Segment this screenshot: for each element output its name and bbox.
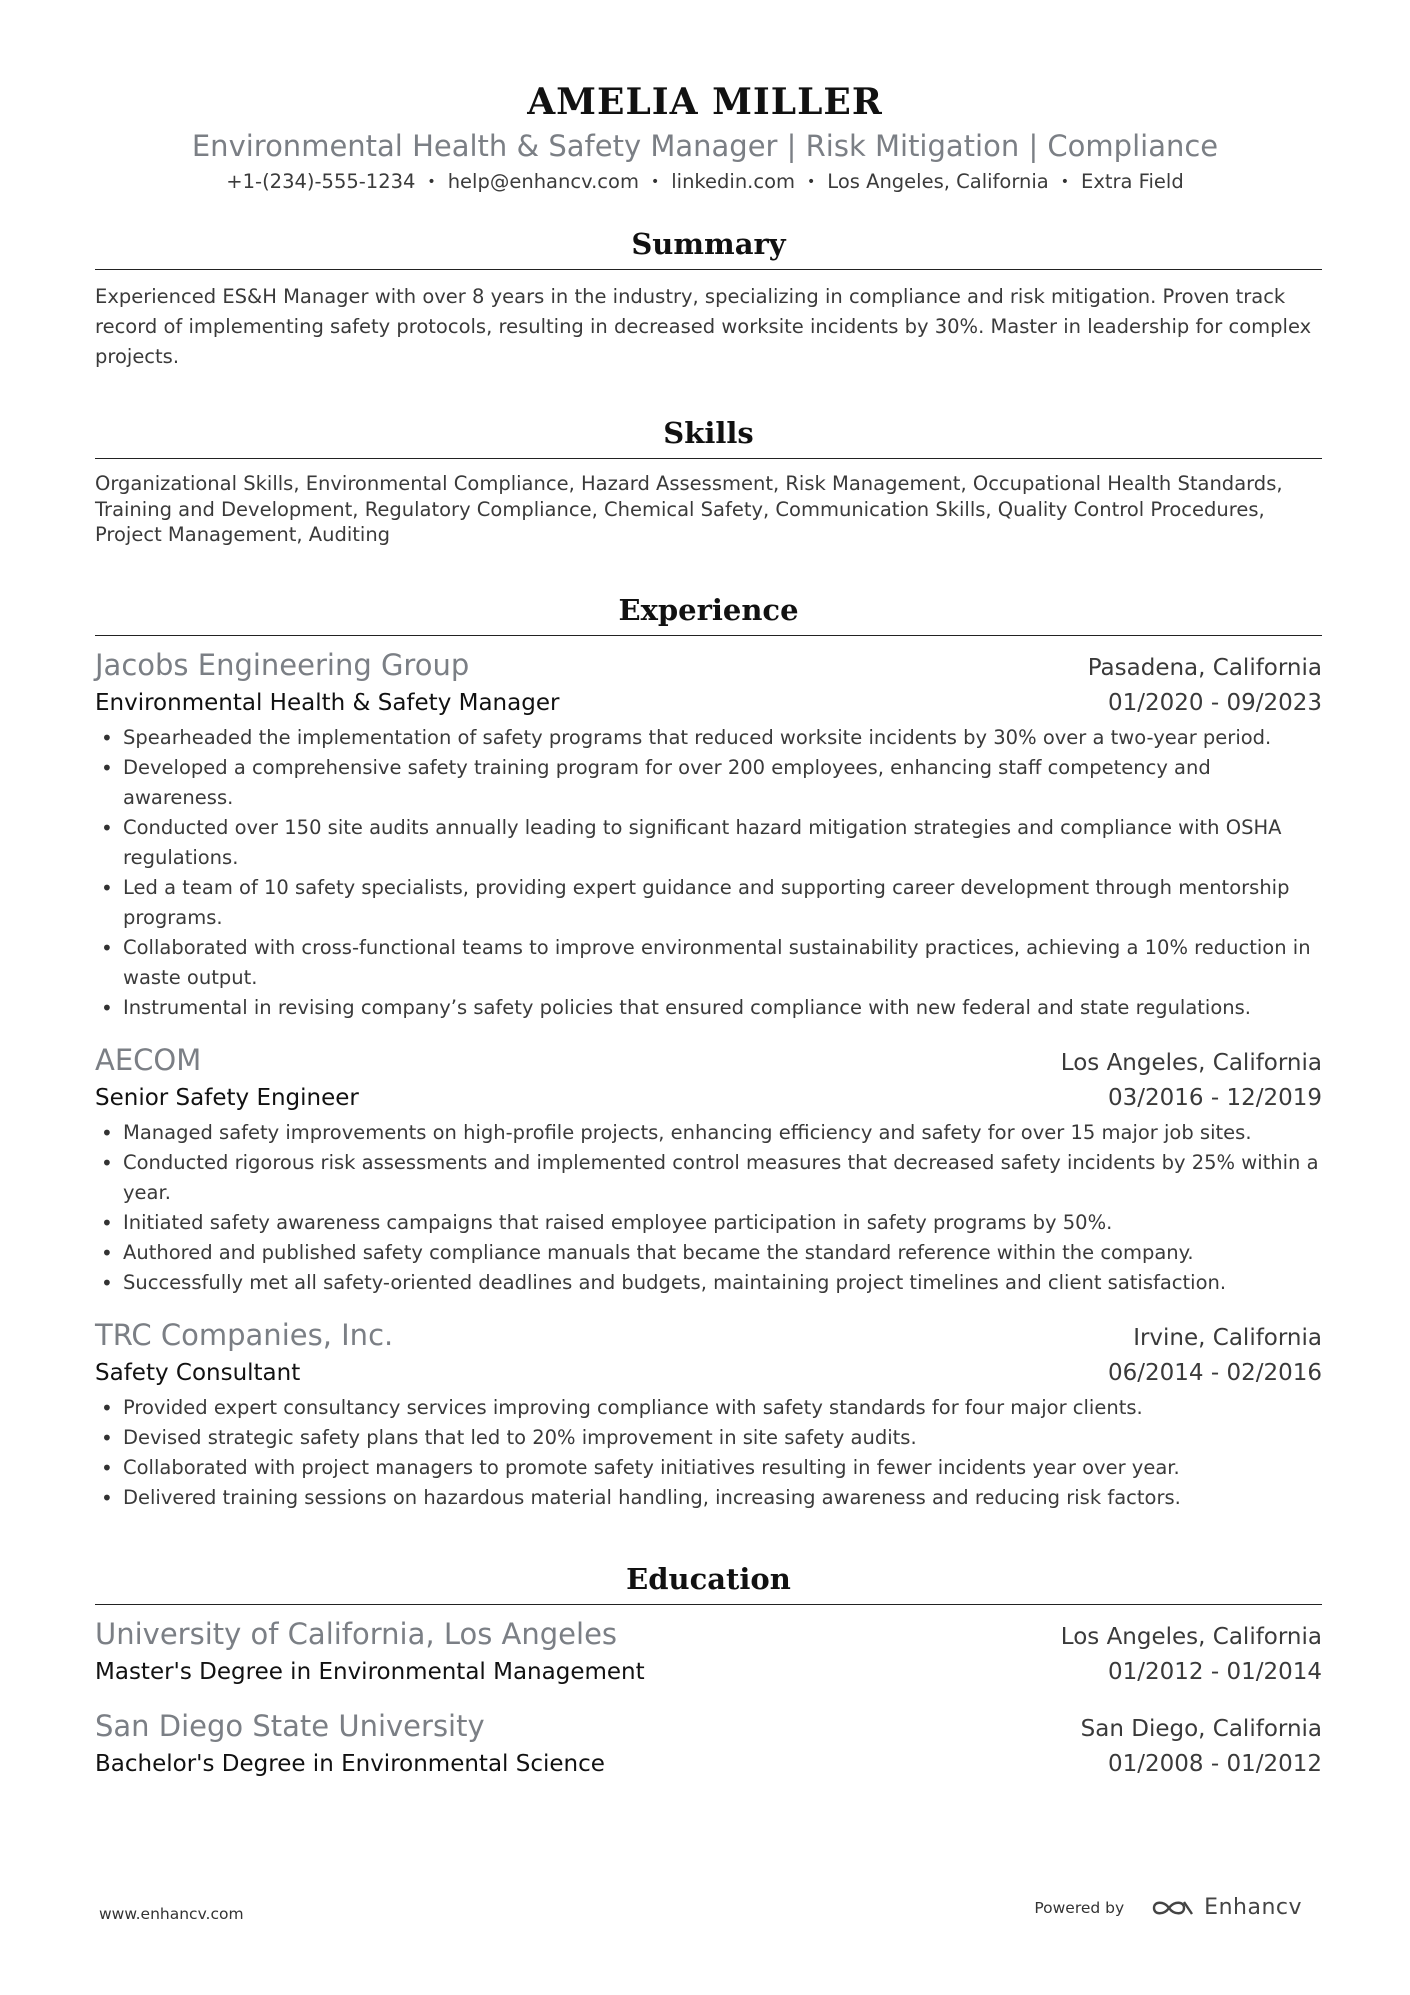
degree: Bachelor's Degree in Environmental Science	[95, 1751, 605, 1777]
job-dates: 06/2014 - 02/2016	[1107, 1360, 1322, 1386]
company-name: AECOM	[95, 1043, 202, 1077]
job-dates: 01/2020 - 09/2023	[1107, 690, 1322, 716]
section-title-summary: Summary	[631, 227, 786, 261]
job-title: Environmental Health & Safety Manager	[95, 690, 560, 716]
enhancv-logo-icon	[1150, 1896, 1196, 1920]
bullet-item: • Collaborated with project managers to promote safety initiatives resulting in fewer incidents year over year.	[95, 1453, 1322, 1483]
bullet-item: • Conducted over 150 site audits annually leading to significant hazard mitigation strategies and compliance with OSHA regulations.	[95, 813, 1322, 873]
bullet-item: • Provided expert consultancy services improving compliance with safety standards for four major clients.	[95, 1393, 1322, 1423]
company-name: Jacobs Engineering Group	[95, 648, 470, 682]
job-location: Los Angeles, California	[1060, 1050, 1322, 1076]
bullet-item: • Managed safety improvements on high-profile projects, enhancing efficiency and safety for over 15 major job sites.	[95, 1118, 1322, 1148]
school-name: University of California, Los Angeles	[95, 1617, 618, 1651]
job-bullets	[95, 1393, 1322, 1513]
contact-line	[0, 168, 1410, 196]
bullet-item: • Delivered training sessions on hazardous material handling, increasing awareness and reducing risk factors.	[95, 1483, 1322, 1513]
job-location: Irvine, California	[1133, 1325, 1322, 1351]
bullet-item: • Authored and published safety compliance manuals that became the standard reference within the company.	[95, 1238, 1322, 1268]
resume-header	[0, 80, 1410, 196]
footer-branding	[1034, 1895, 1302, 1920]
education-dates: 01/2008 - 01/2012	[1107, 1751, 1322, 1777]
job-entry	[95, 646, 1322, 1023]
candidate-tagline: Environmental Health & Safety Manager | Risk Mitigation | Compliance	[191, 129, 1219, 163]
job-location: Pasadena, California	[1087, 655, 1322, 681]
bullet-item: • Devised strategic safety plans that led to 20% improvement in site safety audits.	[95, 1423, 1322, 1453]
job-title: Senior Safety Engineer	[95, 1085, 359, 1111]
education-entry	[95, 1615, 1322, 1688]
contact-email[interactable]: help@enhancv.com	[447, 170, 639, 193]
bullet-item: • Spearheaded the implementation of safety programs that reduced worksite incidents by 30% over a two-year period.	[95, 723, 1322, 753]
section-divider	[95, 635, 1322, 636]
bullet-item: • Developed a comprehensive safety training program for over 200 employees, enhancing staff competency and awareness.	[95, 753, 1322, 813]
contact-linkedin[interactable]: linkedin.com	[671, 170, 796, 193]
skills-section	[95, 414, 1322, 548]
education-entry	[95, 1707, 1322, 1780]
section-title-experience: Experience	[618, 593, 799, 627]
job-bullets	[95, 723, 1322, 1023]
powered-by-label: Powered by	[1034, 1898, 1125, 1917]
section-title-education: Education	[626, 1562, 791, 1596]
enhancv-logo[interactable]	[1150, 1895, 1302, 1920]
summary-section	[95, 225, 1322, 372]
experience-section	[95, 591, 1322, 1513]
section-divider	[95, 269, 1322, 270]
enhancv-brand-text: Enhancv	[1204, 1895, 1302, 1920]
contact-extra: Extra Field	[1081, 170, 1184, 193]
bullet-item: • Collaborated with cross-functional teams to improve environmental sustainability practices, achieving a 10% reduction in waste output.	[95, 933, 1322, 993]
job-entry	[95, 1316, 1322, 1513]
bullet-item: • Led a team of 10 safety specialists, providing expert guidance and supporting career development through mentorship programs.	[95, 873, 1322, 933]
section-divider	[95, 1604, 1322, 1605]
education-dates: 01/2012 - 01/2014	[1107, 1659, 1322, 1685]
bullet-item: • Initiated safety awareness campaigns that raised employee participation in safety programs by 50%.	[95, 1208, 1322, 1238]
contact-phone: +1-(234)-555-1234	[226, 170, 416, 193]
job-dates: 03/2016 - 12/2019	[1107, 1085, 1322, 1111]
job-title: Safety Consultant	[95, 1360, 301, 1386]
school-location: San Diego, California	[1080, 1716, 1322, 1742]
contact-location: Los Angeles, California	[827, 170, 1049, 193]
bullet-separator: •	[650, 174, 660, 190]
footer-website[interactable]: www.enhancv.com	[99, 1905, 244, 1923]
school-name: San Diego State University	[95, 1709, 485, 1743]
bullet-item: • Conducted rigorous risk assessments and implemented control measures that decreased safety incidents by 25% within a year.	[95, 1148, 1322, 1208]
summary-text: Experienced ES&H Manager with over 8 years in the industry, specializing in compliance and risk mitigation. Proven track record of implementing safety protocols, resulting in decreased worksite incidents by 30%. Master in leadership for complex projects.	[95, 285, 1312, 368]
bullet-separator: •	[427, 174, 436, 190]
job-entry	[95, 1041, 1322, 1298]
bullet-separator: •	[807, 174, 816, 190]
bullet-item: • Instrumental in revising company’s safety policies that ensured compliance with new federal and state regulations.	[95, 993, 1322, 1023]
candidate-name: AMELIA MILLER	[527, 81, 883, 123]
section-title-skills: Skills	[663, 416, 754, 450]
degree: Master's Degree in Environmental Management	[95, 1659, 645, 1685]
company-name: TRC Companies, Inc.	[95, 1318, 394, 1352]
job-bullets	[95, 1118, 1322, 1298]
education-section	[95, 1560, 1322, 1780]
bullet-separator: •	[1060, 174, 1070, 190]
bullet-item: • Successfully met all safety-oriented deadlines and budgets, maintaining project timelines and client satisfaction.	[95, 1268, 1322, 1298]
skills-text: Organizational Skills, Environmental Compliance, Hazard Assessment, Risk Management, Occupational Health Standards, Training and Development, Regulatory Compliance, Chemical Safety, Communication Skills, Quality Control Procedures, Project Management, Auditing	[95, 472, 1283, 546]
school-location: Los Angeles, California	[1060, 1624, 1322, 1650]
section-divider	[95, 458, 1322, 459]
